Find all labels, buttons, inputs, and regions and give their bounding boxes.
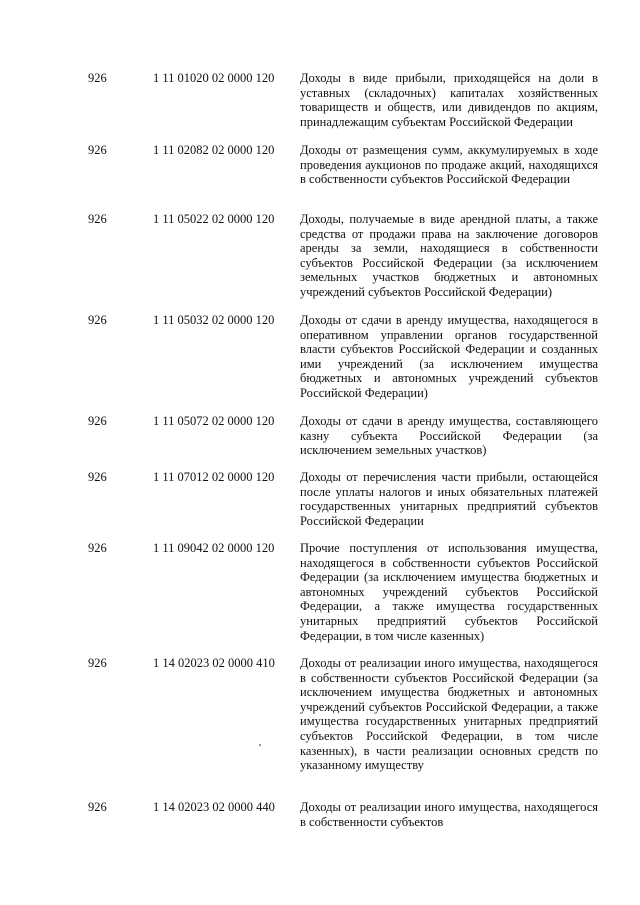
- income-description: Доходы от сдачи в аренду имущества, составляющего казну субъекта Российской Федерации (за исключением земельных участков): [300, 414, 598, 458]
- admin-code: 926: [88, 71, 107, 85]
- income-description: Доходы от реализации иного имущества, находящегося в собственности субъектов: [300, 800, 598, 829]
- income-description: Доходы от сдачи в аренду имущества, находящегося в оперативном управлении органов государственной власти субъектов Российской Федерации и созданных ими учреждений (за исключением имущества бюджетных и автономных учреждений субъектов Российской Федерации): [300, 313, 598, 400]
- kbk-code: 1 11 05032 02 0000 120: [153, 313, 275, 327]
- admin-code: 926: [88, 656, 107, 670]
- kbk-code: 1 14 02023 02 0000 440: [153, 800, 275, 814]
- kbk-code: 1 11 02082 02 0000 120: [153, 143, 275, 157]
- income-description: Доходы в виде прибыли, приходящейся на доли в уставных (складочных) капиталах хозяйственных товариществ и обществ, или дивидендов по акциям, принадлежащим субъектам Российской Федерации: [300, 71, 598, 129]
- admin-code: 926: [88, 212, 107, 226]
- kbk-code: 1 11 01020 02 0000 120: [153, 71, 275, 85]
- admin-code: 926: [88, 313, 107, 327]
- scan-speck: [259, 744, 261, 746]
- kbk-code: 1 11 05022 02 0000 120: [153, 212, 275, 226]
- admin-code: 926: [88, 143, 107, 157]
- kbk-code: 1 11 09042 02 0000 120: [153, 541, 275, 555]
- kbk-code: 1 14 02023 02 0000 410: [153, 656, 275, 670]
- admin-code: 926: [88, 470, 107, 484]
- income-description: Прочие поступления от использования имущества, находящегося в собственности субъектов Российской Федерации (за исключением имущества бюджетных и автономных учреждений субъектов Российской Федерации, а также имущества государственных унитарных предприятий субъектов Российской Федерации, в том числе казенных): [300, 541, 598, 643]
- admin-code: 926: [88, 414, 107, 428]
- kbk-code: 1 11 07012 02 0000 120: [153, 470, 275, 484]
- income-description: Доходы, получаемые в виде арендной платы, а также средства от продажи права на заключение договоров аренды за земли, находящиеся в собственности субъектов Российской Федерации (за исключением земельных участков бюджетных и автономных учреждений субъектов Российской Федерации): [300, 212, 598, 299]
- income-description: Доходы от размещения сумм, аккумулируемых в ходе проведения аукционов по продаже акций, находящихся в собственности субъектов Российской Федерации: [300, 143, 598, 187]
- income-description: Доходы от перечисления части прибыли, остающейся после уплаты налогов и иных обязательных платежей государственных унитарных предприятий субъектов Российской Федерации: [300, 470, 598, 528]
- income-description: Доходы от реализации иного имущества, находящегося в собственности субъектов Российской Федерации (за исключением имущества бюджетных и автономных учреждений субъектов Российской Федерации, а также имущества государственных унитарных предприятий субъектов Российской Федерации, в том числе казенных), в части реализации основных средств по указанному имуществу: [300, 656, 598, 773]
- kbk-code: 1 11 05072 02 0000 120: [153, 414, 275, 428]
- admin-code: 926: [88, 800, 107, 814]
- admin-code: 926: [88, 541, 107, 555]
